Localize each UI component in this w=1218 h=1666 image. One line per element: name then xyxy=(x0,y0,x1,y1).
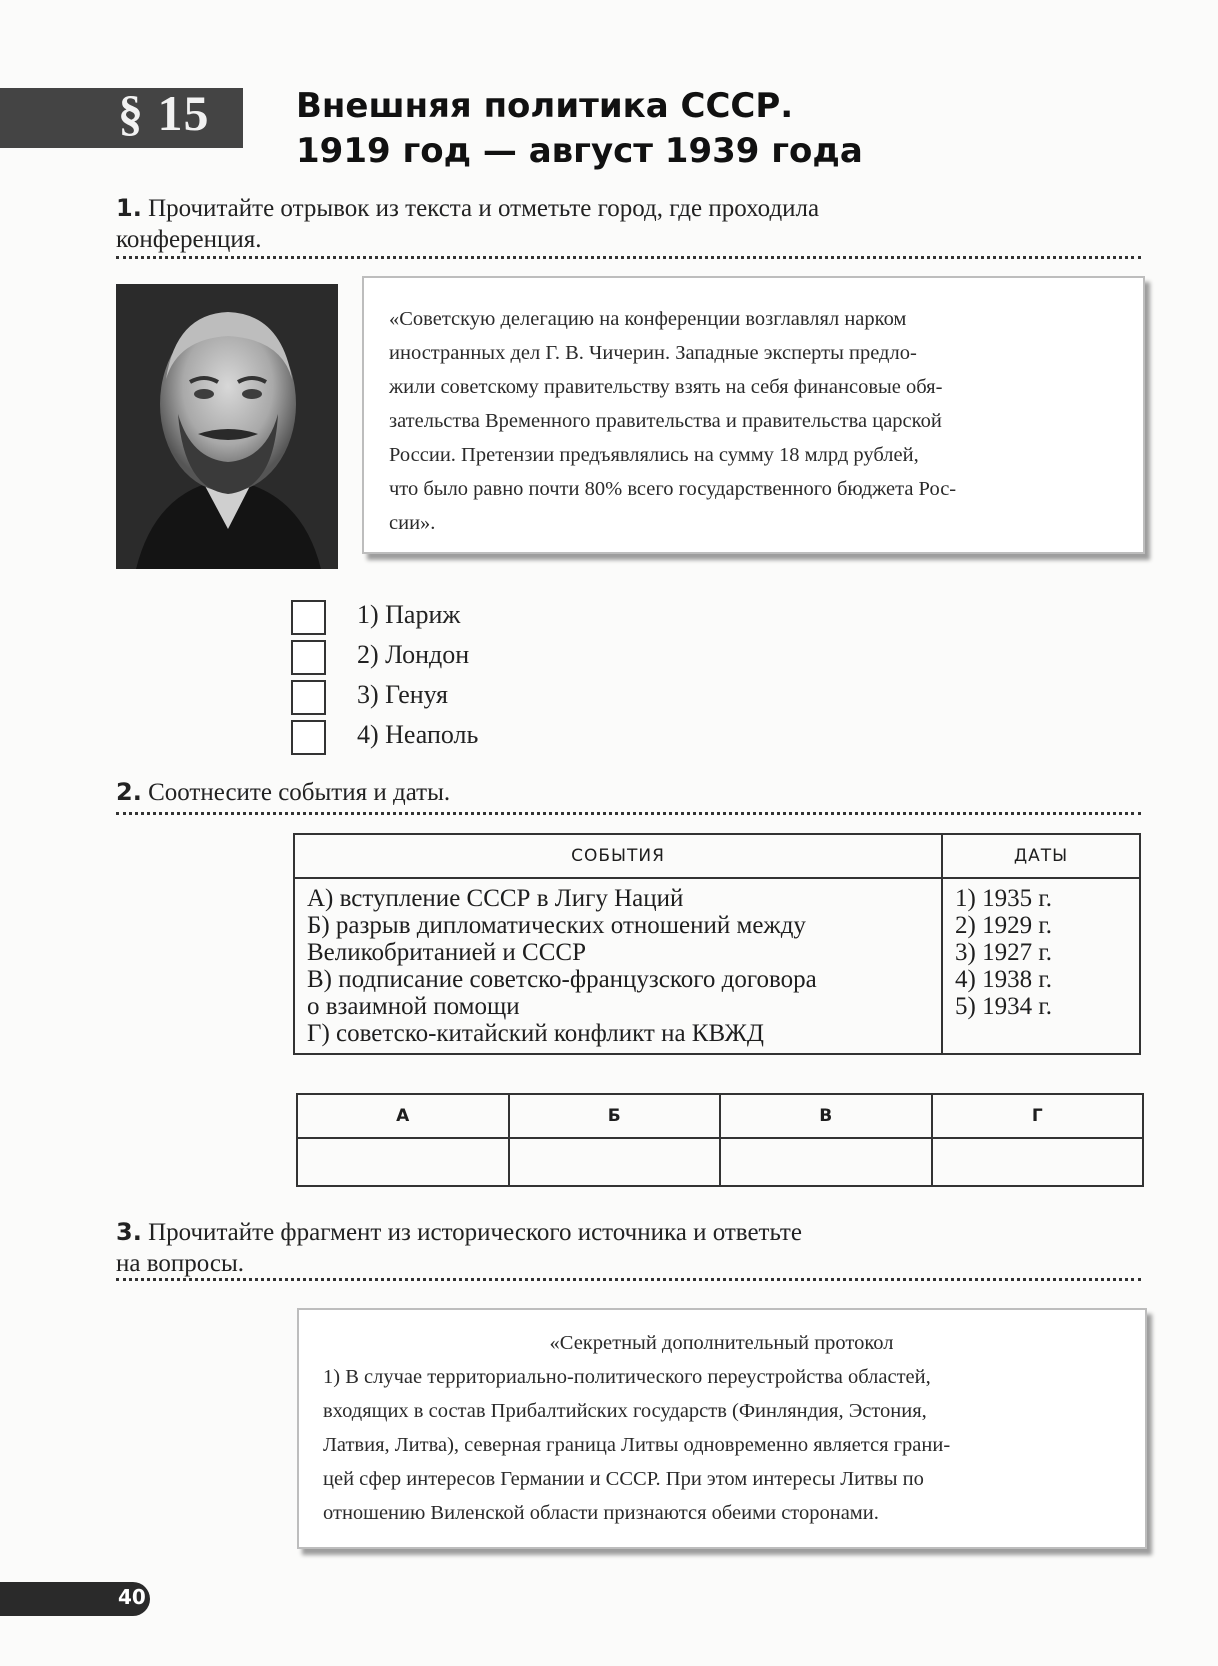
answer-cell-v[interactable] xyxy=(720,1138,932,1186)
protocol-text xyxy=(323,1326,1120,1530)
quote-line: зательства Временного правительства и правительства царской xyxy=(389,410,942,432)
option-checkbox-4[interactable] xyxy=(291,720,326,755)
quote-line: «Советскую делегацию на конференции возглавлял нарком xyxy=(389,308,907,330)
dates-cell xyxy=(942,878,1140,1054)
section-number: § 15 xyxy=(118,85,210,141)
date-line: 5) 1934 г. xyxy=(955,993,1053,1020)
option-checkbox-2[interactable] xyxy=(291,640,326,675)
quote-line: России. Претензии предъявлялись на сумму 18 млрд рублей, xyxy=(389,444,919,466)
event-line: В) подписание советско-французского договора xyxy=(307,966,817,993)
dotted-divider xyxy=(116,812,1141,815)
dates-header: ДАТЫ xyxy=(942,834,1140,878)
title-line-2: 1919 год — август 1939 года xyxy=(296,131,863,171)
protocol-line: цей сфер интересов Германии и СССР. При этом интересы Литвы по xyxy=(323,1468,924,1490)
protocol-line: Латвия, Литва), северная граница Литвы одновременно является грани- xyxy=(323,1434,951,1456)
dotted-divider xyxy=(116,256,1141,259)
date-line: 2) 1929 г. xyxy=(955,912,1053,939)
page-number: 40 xyxy=(118,1585,146,1609)
task3-text-line2: на вопросы. xyxy=(116,1250,245,1277)
events-cell xyxy=(294,878,942,1054)
answer-cell-b[interactable] xyxy=(509,1138,721,1186)
task1-text-line1: Прочитайте отрывок из текста и отметьте город, где проходила xyxy=(148,195,820,222)
answer-cell-a[interactable] xyxy=(297,1138,509,1186)
task2-prompt xyxy=(116,777,450,808)
task1-number: 1. xyxy=(116,194,142,222)
answer-header-a: А xyxy=(297,1094,509,1138)
date-line: 4) 1938 г. xyxy=(955,966,1053,993)
option-label-1: 1) Париж xyxy=(357,600,461,629)
answer-header-b: Б xyxy=(509,1094,721,1138)
option-checkbox-1[interactable] xyxy=(291,600,326,635)
answer-header-v: В xyxy=(720,1094,932,1138)
event-line: Великобританией и СССР xyxy=(307,939,586,966)
protocol-line: входящих в состав Прибалтийских государств (Финляндия, Эстония, xyxy=(323,1400,927,1422)
events-header: СОБЫТИЯ xyxy=(294,834,942,878)
title-line-1: Внешняя политика СССР. xyxy=(296,86,794,126)
quote-line: сии». xyxy=(389,512,436,534)
answer-table xyxy=(296,1093,1144,1187)
task3-prompt xyxy=(116,1217,802,1279)
quote-text xyxy=(389,302,1115,540)
quote-line: иностранных дел Г. В. Чичерин. Западные эксперты предло- xyxy=(389,342,917,364)
option-label-4: 4) Неаполь xyxy=(357,720,479,749)
event-line: А) вступление СССР в Лигу Наций xyxy=(307,885,684,912)
task3-text-line1: Прочитайте фрагмент из исторического источника и ответьте xyxy=(148,1219,802,1246)
page-title xyxy=(296,84,863,174)
quote-box-chicherin xyxy=(362,276,1145,554)
protocol-line: отношению Виленской области признаются обеими сторонами. xyxy=(323,1502,879,1524)
quote-box-protocol xyxy=(297,1308,1147,1549)
protocol-title: «Секретный дополнительный протокол xyxy=(549,1332,894,1354)
option-checkbox-3[interactable] xyxy=(291,680,326,715)
event-line: о взаимной помощи xyxy=(307,993,520,1020)
date-line: 3) 1927 г. xyxy=(955,939,1053,966)
option-label-3: 3) Генуя xyxy=(357,680,448,709)
event-line: Г) советско-китайский конфликт на КВЖД xyxy=(307,1020,764,1047)
quote-line: что было равно почти 80% всего государственного бюджета Рос- xyxy=(389,478,957,500)
option-label-2: 2) Лондон xyxy=(357,640,470,669)
event-line: Б) разрыв дипломатических отношений между xyxy=(307,912,806,939)
answer-cell-g[interactable] xyxy=(932,1138,1144,1186)
task2-text: Соотнесите события и даты. xyxy=(148,779,451,806)
portrait-image xyxy=(116,284,338,569)
task2-number: 2. xyxy=(116,778,142,806)
protocol-line: 1) В случае территориально-политического переустройства областей, xyxy=(323,1366,931,1388)
events-dates-table xyxy=(293,833,1141,1055)
date-line: 1) 1935 г. xyxy=(955,885,1053,912)
answer-header-g: Г xyxy=(932,1094,1144,1138)
quote-line: жили советскому правительству взять на себя финансовые обя- xyxy=(389,376,943,398)
task1-text-line2: конференция. xyxy=(116,226,262,253)
task1-prompt xyxy=(116,193,819,255)
task3-number: 3. xyxy=(116,1218,142,1246)
dotted-divider xyxy=(116,1278,1141,1281)
